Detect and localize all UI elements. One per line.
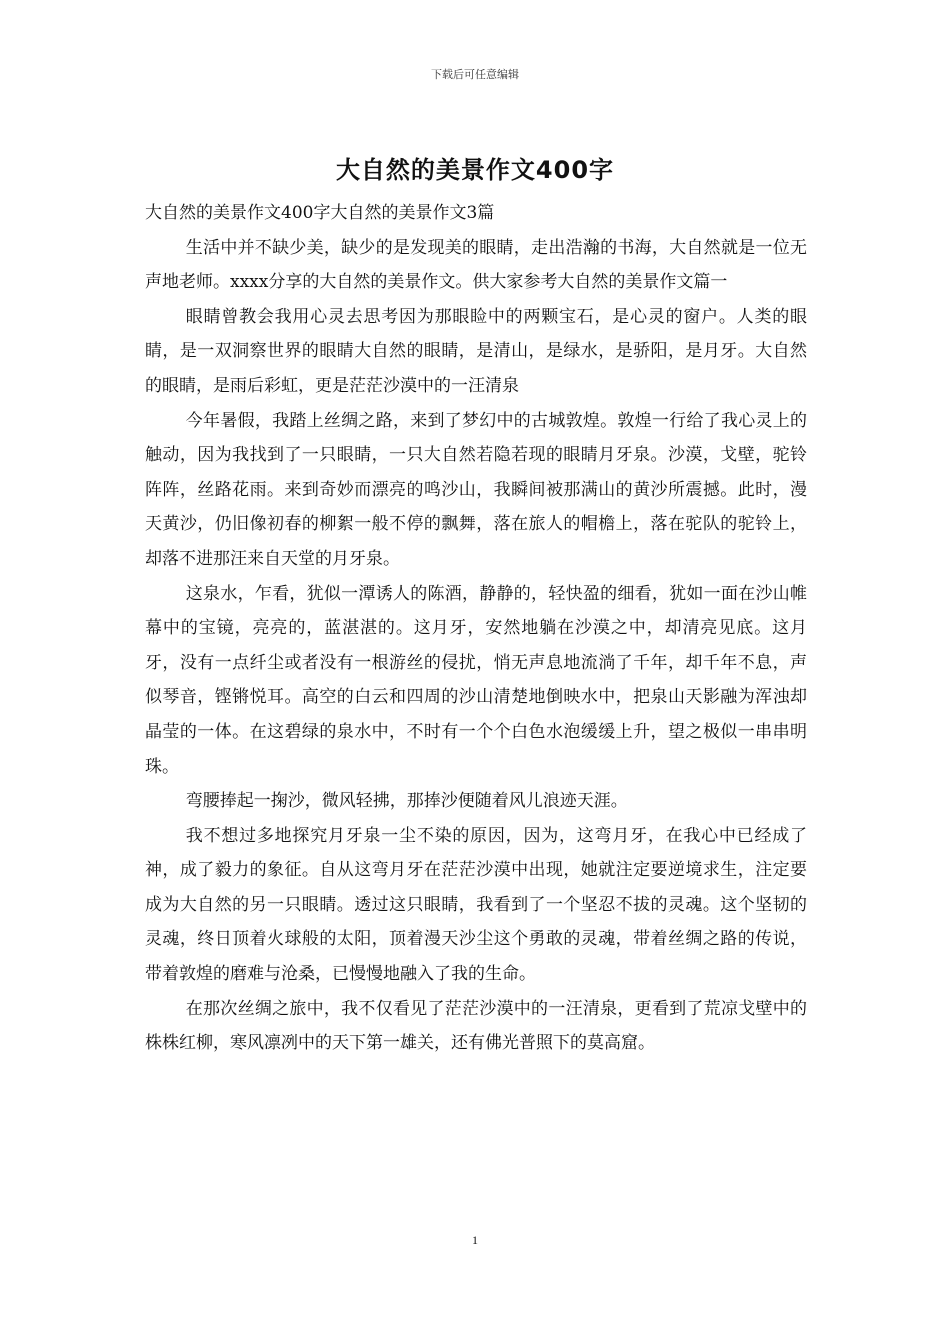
- paragraph: 这泉水，乍看，犹似一潭诱人的陈酒，静静的，轻快盈的细看，犹如一面在沙山帷幕中的宝镜，亮亮的，蓝湛湛的。这月牙，安然地躺在沙漠之中，却清亮见底。这月牙，没有一点纤尘或者没有一根游丝的侵扰，悄无声息地流淌了千年，却千年不息，声似琴音，铿锵悦耳。高空的白云和四周的沙山清楚地倒映水中，把泉山天影融为浑浊却晶莹的一体。在这碧绿的泉水中，不时有一个个白色水泡缓缓上升，望之极似一串串明珠。: [145, 583, 807, 777]
- paragraph: 生活中并不缺少美，缺少的是发现美的眼睛，走出浩瀚的书海，大自然就是一位无声地老师。xxxx分享的大自然的美景作文。供大家参考大自然的美景作文篇一: [145, 237, 807, 293]
- paragraph: 在那次丝绸之旅中，我不仅看见了茫茫沙漠中的一汪清泉，更看到了荒凉戈壁中的株株红柳，寒风凛冽中的天下第一雄关，还有佛光普照下的莫高窟。: [145, 998, 807, 1054]
- document-title: 大自然的美景作文400字: [335, 156, 615, 184]
- paragraph: 我不想过多地探究月牙泉一尘不染的原因，因为，这弯月牙，在我心中已经成了神，成了毅力的象征。自从这弯月牙在茫茫沙漠中出现，她就注定要逆境求生，注定要成为大自然的另一只眼睛。透过这只眼睛，我看到了一个坚忍不拔的灵魂。这个坚韧的灵魂，终日顶着火球般的太阳，顶着漫天沙尘这个勇敢的灵魂，带着丝绸之路的传说，带着敦煌的磨难与沧桑，已慢慢地融入了我的生命。: [145, 825, 807, 985]
- paragraph: 今年暑假，我踏上丝绸之路，来到了梦幻中的古城敦煌。敦煌一行给了我心灵上的触动，因为我找到了一只眼睛，一只大自然若隐若现的眼睛月牙泉。沙漠，戈壁，驼铃阵阵，丝路花雨。来到奇妙而漂亮的鸣沙山，我瞬间被那满山的黄沙所震撼。此时，漫天黄沙，仍旧像初春的柳絮一般不停的飘舞，落在旅人的帽檐上，落在驼队的驼铃上，却落不进那汪来自天堂的月牙泉。: [145, 410, 807, 569]
- paragraph: 眼睛曾教会我用心灵去思考因为那眼睑中的两颗宝石，是心灵的窗户。人类的眼睛，是一双洞察世界的眼睛大自然的眼睛，是清山，是绿水，是骄阳，是月牙。大自然的眼睛，是雨后彩虹，更是茫茫沙漠中的一汪清泉: [145, 306, 807, 396]
- page-header-note: 下载后可任意编辑: [431, 68, 519, 81]
- document-body: [145, 196, 807, 1061]
- paragraph: 弯腰捧起一掬沙，微风轻拂，那捧沙便随着风儿浪迹天涯。: [185, 791, 628, 812]
- subtitle-line: 大自然的美景作文400字大自然的美景作文3篇: [145, 203, 495, 223]
- page-number: 1: [472, 1233, 478, 1247]
